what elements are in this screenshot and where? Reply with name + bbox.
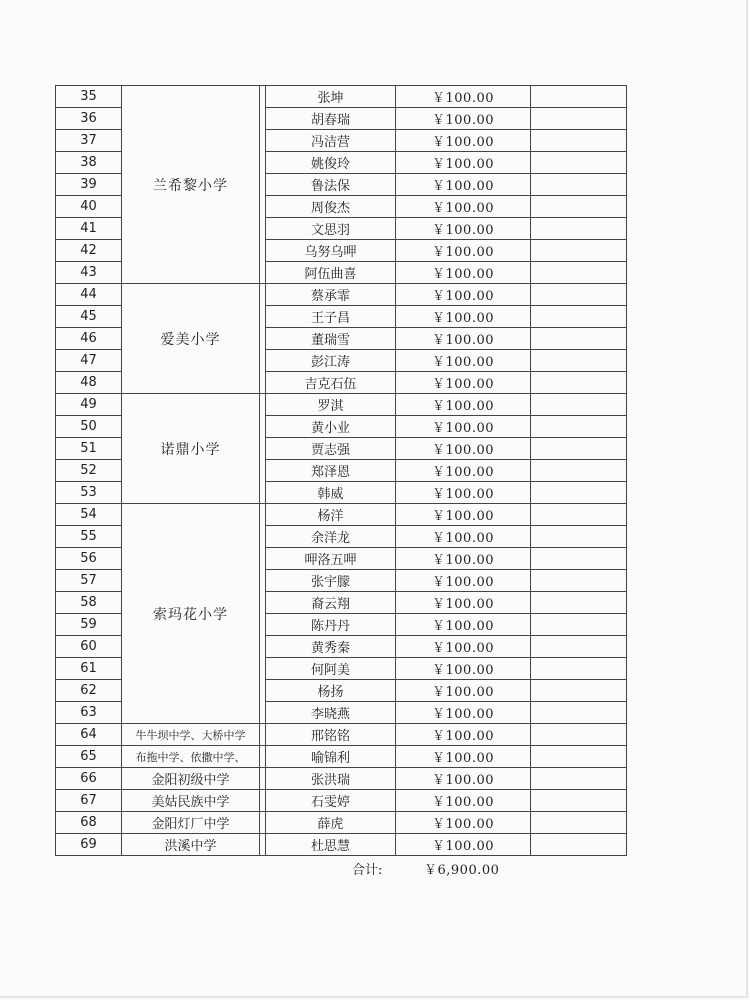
amount: ￥100.00 — [396, 636, 531, 658]
remarks-cell — [531, 636, 627, 658]
student-name: 杨洋 — [266, 504, 396, 526]
row-number: 66 — [56, 768, 122, 790]
table-row — [56, 86, 627, 108]
row-number: 61 — [56, 658, 122, 680]
remarks-cell — [531, 350, 627, 372]
amount: ￥100.00 — [396, 240, 531, 262]
school-name: 洪溪中学 — [122, 834, 260, 856]
row-number: 51 — [56, 438, 122, 460]
remarks-cell — [531, 262, 627, 284]
row-number: 64 — [56, 724, 122, 746]
student-name: 王子昌 — [266, 306, 396, 328]
student-name: 石雯婷 — [266, 790, 396, 812]
school-name: 金阳灯厂中学 — [122, 812, 260, 834]
remarks-cell — [531, 196, 627, 218]
student-name: 黄秀秦 — [266, 636, 396, 658]
row-number: 62 — [56, 680, 122, 702]
student-name: 胡春瑞 — [266, 108, 396, 130]
remarks-cell — [531, 658, 627, 680]
amount: ￥100.00 — [396, 350, 531, 372]
school-name: 牛牛坝中学、大桥中学 — [122, 724, 260, 746]
row-number: 60 — [56, 636, 122, 658]
table-row — [56, 834, 627, 856]
row-number: 52 — [56, 460, 122, 482]
table-row — [56, 284, 627, 306]
student-name: 彭江涛 — [266, 350, 396, 372]
student-name: 贾志强 — [266, 438, 396, 460]
row-number: 59 — [56, 614, 122, 636]
row-number: 55 — [56, 526, 122, 548]
remarks-cell — [531, 328, 627, 350]
table-row — [56, 768, 627, 790]
student-name: 薛虎 — [266, 812, 396, 834]
remarks-cell — [531, 592, 627, 614]
row-number: 50 — [56, 416, 122, 438]
table-row — [56, 746, 627, 768]
table-row — [56, 812, 627, 834]
remarks-cell — [531, 438, 627, 460]
remarks-cell — [531, 570, 627, 592]
row-number: 40 — [56, 196, 122, 218]
roster-table — [55, 85, 627, 856]
amount: ￥100.00 — [396, 768, 531, 790]
row-number: 58 — [56, 592, 122, 614]
row-number: 48 — [56, 372, 122, 394]
amount: ￥100.00 — [396, 702, 531, 724]
remarks-cell — [531, 306, 627, 328]
row-number: 44 — [56, 284, 122, 306]
roster-body — [56, 86, 627, 856]
school-name: 索玛花小学 — [122, 504, 260, 724]
remarks-cell — [531, 526, 627, 548]
row-number: 41 — [56, 218, 122, 240]
amount: ￥100.00 — [396, 152, 531, 174]
student-name: 乌努乌呷 — [266, 240, 396, 262]
school-name: 诺鼎小学 — [122, 394, 260, 504]
row-number: 69 — [56, 834, 122, 856]
student-name: 何阿美 — [266, 658, 396, 680]
amount: ￥100.00 — [396, 746, 531, 768]
student-name: 呷洛五呷 — [266, 548, 396, 570]
remarks-cell — [531, 482, 627, 504]
remarks-cell — [531, 460, 627, 482]
student-name: 张坤 — [266, 86, 396, 108]
remarks-cell — [531, 790, 627, 812]
amount: ￥100.00 — [396, 460, 531, 482]
student-name: 张洪瑞 — [266, 768, 396, 790]
student-name: 余洋龙 — [266, 526, 396, 548]
remarks-cell — [531, 416, 627, 438]
total-value: ￥6,900.00 — [424, 863, 500, 878]
student-name: 罗淇 — [266, 394, 396, 416]
row-number: 37 — [56, 130, 122, 152]
student-name: 冯洁营 — [266, 130, 396, 152]
row-number: 47 — [56, 350, 122, 372]
row-number: 56 — [56, 548, 122, 570]
remarks-cell — [531, 152, 627, 174]
remarks-cell — [531, 174, 627, 196]
row-number: 63 — [56, 702, 122, 724]
remarks-cell — [531, 394, 627, 416]
student-name: 姚俊玲 — [266, 152, 396, 174]
row-number: 35 — [56, 86, 122, 108]
student-name: 杨扬 — [266, 680, 396, 702]
remarks-cell — [531, 702, 627, 724]
remarks-cell — [531, 746, 627, 768]
row-number: 36 — [56, 108, 122, 130]
student-name: 阿伍曲喜 — [266, 262, 396, 284]
amount: ￥100.00 — [396, 834, 531, 856]
amount: ￥100.00 — [396, 218, 531, 240]
row-number: 39 — [56, 174, 122, 196]
row-number: 68 — [56, 812, 122, 834]
student-name: 杜思慧 — [266, 834, 396, 856]
amount: ￥100.00 — [396, 790, 531, 812]
student-name: 文思羽 — [266, 218, 396, 240]
row-number: 67 — [56, 790, 122, 812]
amount: ￥100.00 — [396, 174, 531, 196]
row-number: 43 — [56, 262, 122, 284]
student-name: 张宇朦 — [266, 570, 396, 592]
amount: ￥100.00 — [396, 394, 531, 416]
remarks-cell — [531, 724, 627, 746]
amount: ￥100.00 — [396, 812, 531, 834]
amount: ￥100.00 — [396, 416, 531, 438]
amount: ￥100.00 — [396, 196, 531, 218]
amount: ￥100.00 — [396, 262, 531, 284]
student-name: 黄小业 — [266, 416, 396, 438]
amount: ￥100.00 — [396, 438, 531, 460]
remarks-cell — [531, 372, 627, 394]
remarks-cell — [531, 86, 627, 108]
row-number: 42 — [56, 240, 122, 262]
amount: ￥100.00 — [396, 284, 531, 306]
remarks-cell — [531, 680, 627, 702]
row-number: 46 — [56, 328, 122, 350]
amount: ￥100.00 — [396, 526, 531, 548]
amount: ￥100.00 — [396, 108, 531, 130]
amount: ￥100.00 — [396, 306, 531, 328]
student-name: 郑泽恩 — [266, 460, 396, 482]
remarks-cell — [531, 108, 627, 130]
student-name: 邢铭铭 — [266, 724, 396, 746]
remarks-cell — [531, 218, 627, 240]
student-name: 周俊杰 — [266, 196, 396, 218]
student-name: 董瑞雪 — [266, 328, 396, 350]
remarks-cell — [531, 834, 627, 856]
remarks-cell — [531, 130, 627, 152]
amount: ￥100.00 — [396, 592, 531, 614]
table-row — [56, 790, 627, 812]
student-name: 裔云翔 — [266, 592, 396, 614]
amount: ￥100.00 — [396, 680, 531, 702]
row-number: 53 — [56, 482, 122, 504]
row-number: 49 — [56, 394, 122, 416]
total-label: 合计: — [352, 863, 383, 878]
amount: ￥100.00 — [396, 548, 531, 570]
amount: ￥100.00 — [396, 482, 531, 504]
row-number: 65 — [56, 746, 122, 768]
student-name: 吉克石伍 — [266, 372, 396, 394]
remarks-cell — [531, 284, 627, 306]
remarks-cell — [531, 614, 627, 636]
student-name: 陈丹丹 — [266, 614, 396, 636]
row-number: 45 — [56, 306, 122, 328]
amount: ￥100.00 — [396, 570, 531, 592]
student-name: 鲁法保 — [266, 174, 396, 196]
school-name: 兰希黎小学 — [122, 86, 260, 284]
remarks-cell — [531, 768, 627, 790]
amount: ￥100.00 — [396, 614, 531, 636]
row-number: 54 — [56, 504, 122, 526]
student-name: 蔡承霏 — [266, 284, 396, 306]
remarks-cell — [531, 812, 627, 834]
amount: ￥100.00 — [396, 130, 531, 152]
remarks-cell — [531, 240, 627, 262]
student-name: 喻锦利 — [266, 746, 396, 768]
row-number: 38 — [56, 152, 122, 174]
amount: ￥100.00 — [396, 658, 531, 680]
table-row — [56, 504, 627, 526]
student-name: 韩威 — [266, 482, 396, 504]
amount: ￥100.00 — [396, 372, 531, 394]
table-row — [56, 394, 627, 416]
remarks-cell — [531, 504, 627, 526]
student-name: 李晓燕 — [266, 702, 396, 724]
table-row — [56, 724, 627, 746]
row-number: 57 — [56, 570, 122, 592]
amount: ￥100.00 — [396, 86, 531, 108]
remarks-cell — [531, 548, 627, 570]
amount: ￥100.00 — [396, 724, 531, 746]
school-name: 布拖中学、依撒中学、 — [122, 746, 260, 768]
amount: ￥100.00 — [396, 504, 531, 526]
amount: ￥100.00 — [396, 328, 531, 350]
school-name: 爱美小学 — [122, 284, 260, 394]
school-name: 金阳初级中学 — [122, 768, 260, 790]
school-name: 美姑民族中学 — [122, 790, 260, 812]
